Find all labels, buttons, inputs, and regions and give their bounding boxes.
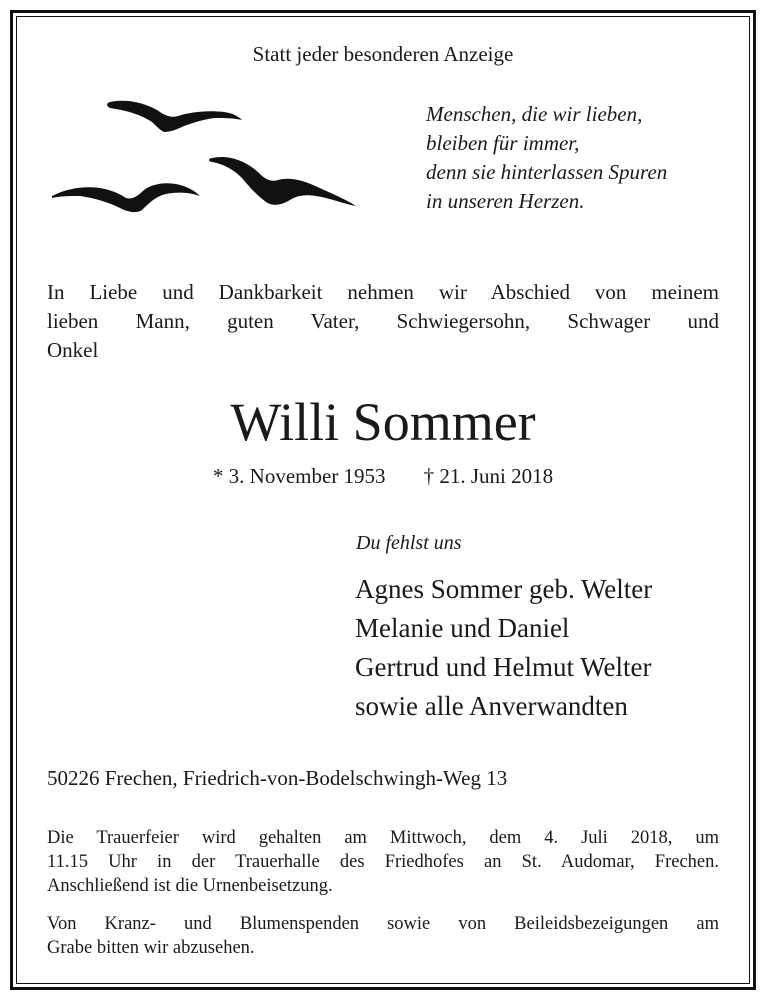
family-member: Gertrud und Helmut Welter	[355, 652, 652, 682]
bird-icon	[52, 183, 200, 212]
farewell-text	[47, 278, 719, 365]
quote-line: bleiben für immer,	[426, 131, 580, 155]
farewell-line: lieben Mann, guten Vater, Schwiegersohn, Schwager und	[47, 309, 719, 333]
family-member: Melanie und Daniel	[355, 613, 570, 643]
family-member: Agnes Sommer geb. Welter	[355, 574, 653, 604]
memorial-quote	[426, 100, 667, 216]
funeral-line: Die Trauerfeier wird gehalten am Mittwoch, dem 4. Juli 2018, um	[47, 828, 719, 848]
deceased-name: Willi Sommer	[230, 392, 536, 452]
flying-birds-icon	[48, 92, 360, 218]
funeral-line: Anschließend ist die Urnenbeisetzung.	[47, 876, 333, 896]
funeral-info	[47, 826, 719, 898]
farewell-line: In Liebe und Dankbarkeit nehmen wir Abschied von meinem	[47, 280, 719, 304]
birth-date: * 3. November 1953	[212, 464, 386, 488]
bird-icon	[209, 157, 356, 206]
family-member: sowie alle Anverwandten	[355, 691, 628, 721]
family-list	[355, 570, 652, 726]
donation-note	[47, 912, 719, 960]
quote-line: in unseren Herzen.	[426, 189, 585, 213]
farewell-line: Onkel	[47, 338, 99, 362]
notice-header: Statt jeder besonderen Anzeige	[252, 42, 514, 66]
quote-line: denn sie hinterlassen Spuren	[426, 160, 668, 184]
missing-line: Du fehlst uns	[356, 532, 462, 554]
bird-icon	[107, 101, 242, 132]
donation-line: Grabe bitten wir abzusehen.	[47, 938, 255, 958]
donation-line: Von Kranz- und Blumenspenden sowie von Beileidsbezeigungen am	[47, 914, 719, 934]
family-address: 50226 Frechen, Friedrich-von-Bodelschwingh-Weg 13	[47, 766, 508, 790]
death-date: † 21. Juni 2018	[423, 464, 554, 488]
quote-line: Menschen, die wir lieben,	[426, 102, 643, 126]
funeral-line: 11.15 Uhr in der Trauerhalle des Friedhofes an St. Audomar, Frechen.	[47, 852, 719, 872]
life-dates	[0, 464, 766, 489]
